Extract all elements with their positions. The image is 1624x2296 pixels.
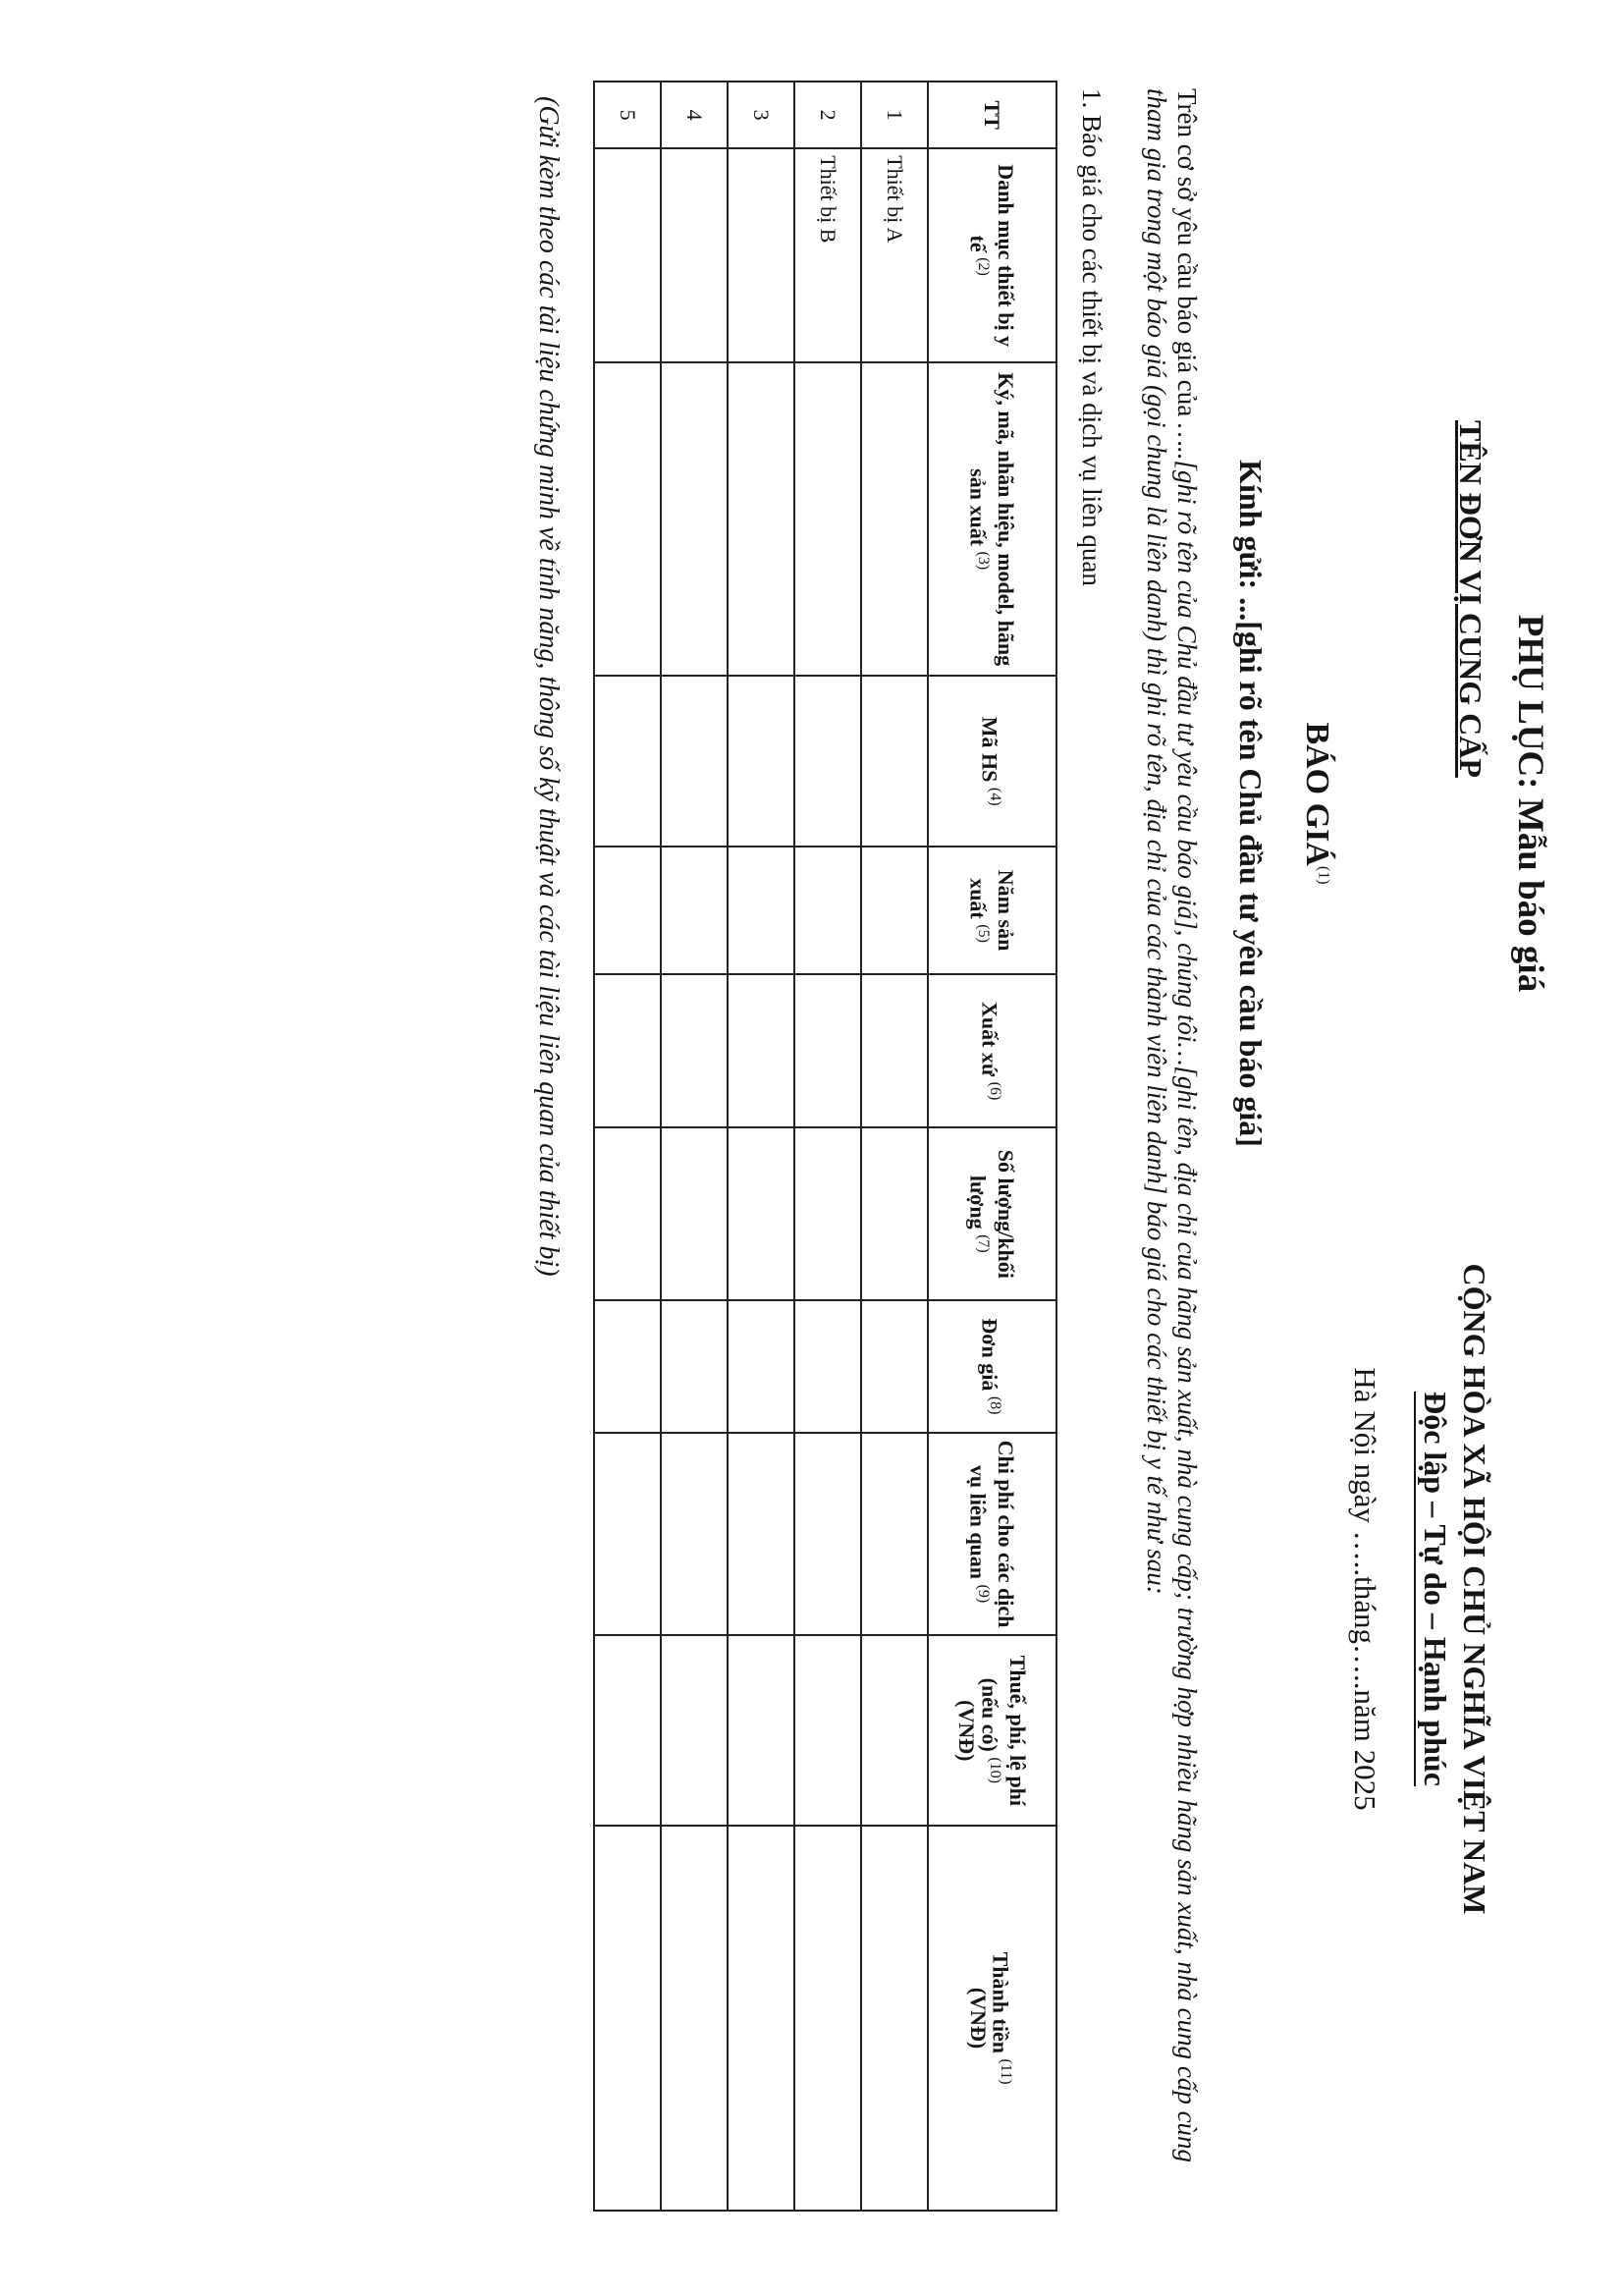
column-header-label: Danh mục thiết bị y tế: [965, 164, 1019, 348]
table-cell: [661, 1635, 728, 1826]
table-row: [661, 82, 728, 2211]
table-cell: [594, 974, 661, 1127]
table-cell: [861, 974, 928, 1127]
table-cell: [794, 1635, 861, 1826]
table-cell: [661, 847, 728, 974]
column-header: [928, 82, 1056, 148]
column-header: [928, 847, 1056, 974]
row-number-cell: 5: [594, 82, 661, 148]
column-header-note: (11): [998, 2058, 1015, 2085]
column-header-note: (4): [986, 787, 1003, 806]
intro-paragraph: [1141, 88, 1202, 2219]
column-header-note: (5): [975, 924, 993, 943]
column-header-label: Thành tiền: [988, 1951, 1013, 2053]
document-title-text: BÁO GIÁ: [1299, 722, 1335, 866]
supplier-name: TÊN ĐƠN VỊ CUNG CẤP: [1453, 420, 1489, 778]
document-title: [1298, 67, 1335, 1540]
addressee-line: Kính gửi: ...[ghi rõ tên Chủ đầu tư yêu cầu báo giá]: [1233, 460, 1269, 1147]
column-header: [928, 1635, 1056, 1826]
motto-text: Độc lập – Tự do – Hạnh phúc: [1414, 1392, 1453, 1786]
table-cell: [661, 676, 728, 847]
national-title: CỘNG HÒA XÃ HỘI CHỦ NGHĨA VIỆT NAM: [1457, 1263, 1492, 1915]
column-header-note: (7): [975, 1234, 993, 1253]
row-number-cell: 1: [861, 82, 928, 148]
intro-lead: Trên cơ sở yêu cầu báo giá của: [1172, 88, 1202, 417]
table-row: [728, 82, 794, 2211]
table-cell: [661, 1433, 728, 1636]
column-header-note: (6): [986, 1081, 1003, 1101]
column-header: [928, 974, 1056, 1127]
intro-italic: …..[ghi rõ tên của Chủ đầu tư yêu cầu báo giá], chúng tôi…[ghi tên, địa chỉ của hãng sản xuất, nhà cung cấp; trường hợp nhiều hãng sản xuất, nhà cung cấp cùng tham gia trong một báo giá (gọi chung là liên danh) thì ghi rõ tên, địa chỉ của các thành viên liên danh] báo giá cho các thiết bị y tế như sau:: [1142, 88, 1202, 2163]
table-cell: [794, 676, 861, 847]
table-cell: [661, 1300, 728, 1432]
table-cell: [594, 1300, 661, 1432]
column-header-label: Số lượng/khối lượng: [965, 1149, 1019, 1279]
item-name-cell: Thiết bị B: [794, 148, 861, 362]
table-cell: [594, 1127, 661, 1300]
column-header: [928, 362, 1056, 676]
footnote: (Gửi kèm theo các tài liệu chứng minh về tính năng, thông số kỹ thuật và các tài liệu liên quan của thiết bị): [533, 96, 564, 1277]
column-header-label: Mã HS: [977, 716, 1002, 783]
table-cell: [728, 1300, 794, 1432]
table-cell: [861, 362, 928, 676]
column-header: [928, 148, 1056, 362]
table-cell: [861, 1635, 928, 1826]
table-cell: [661, 1127, 728, 1300]
national-motto: [1417, 1147, 1453, 2031]
appendix-title: PHỤ LỤC: Mẫu báo giá: [1510, 614, 1550, 993]
column-header-note: (9): [975, 1584, 993, 1604]
item-name-cell: [661, 148, 728, 362]
table-cell: [861, 1300, 928, 1432]
table-cell: [661, 1826, 728, 2211]
column-header-note: (8): [986, 1395, 1003, 1415]
column-header-unit: (VNĐ): [965, 1987, 991, 2050]
table-cell: [861, 676, 928, 847]
item-name-cell: Thiết bị A: [861, 148, 928, 362]
row-number-cell: 2: [794, 82, 861, 148]
table-cell: [728, 974, 794, 1127]
table-cell: [861, 1826, 928, 2211]
table-cell: [728, 676, 794, 847]
table-cell: [794, 362, 861, 676]
table-row: [794, 82, 861, 2211]
section-heading: 1. Báo giá cho các thiết bị và dịch vụ liên quan: [1077, 88, 1107, 586]
table-cell: [794, 974, 861, 1127]
table-cell: [594, 1635, 661, 1826]
table-cell: [728, 1826, 794, 2211]
row-number-cell: 4: [661, 82, 728, 148]
table-cell: [861, 847, 928, 974]
table-cell: [794, 1826, 861, 2211]
table-cell: [594, 1826, 661, 2211]
column-header-label: Thuế, phí, lệ phí (nếu có): [977, 1655, 1030, 1807]
table-cell: [594, 847, 661, 974]
table-cell: [794, 1433, 861, 1636]
column-header-note: (10): [986, 1757, 1003, 1783]
table-cell: [728, 1127, 794, 1300]
column-header: [928, 1826, 1056, 2211]
table-cell: [661, 362, 728, 676]
table-cell: [728, 1635, 794, 1826]
table-cell: [594, 676, 661, 847]
column-header: [928, 1300, 1056, 1432]
table-body: [594, 82, 928, 2211]
column-header-note: (3): [975, 551, 993, 571]
quote-table: [593, 81, 1057, 2212]
row-number-cell: 3: [728, 82, 794, 148]
item-name-cell: [728, 148, 794, 362]
column-header: [928, 1127, 1056, 1300]
table-cell: [594, 1433, 661, 1636]
table-cell: [594, 362, 661, 676]
column-header-unit: (VNĐ): [954, 1700, 980, 1762]
column-header-label: Xuất xứ: [977, 1001, 1002, 1077]
table-cell: [728, 1433, 794, 1636]
table-cell: [728, 362, 794, 676]
table-cell: [861, 1127, 928, 1300]
item-name-cell: [594, 148, 661, 362]
rotated-document-page: [79, 67, 1551, 2247]
table-header-row: [928, 82, 1056, 2211]
document-title-note: (1): [1315, 865, 1332, 885]
column-header: [928, 1433, 1056, 1636]
table-row: [594, 82, 661, 2211]
date-line: Hà Nội ngày …..tháng…..năm 2025: [1348, 1367, 1382, 1811]
table-cell: [794, 847, 861, 974]
column-header-label: Năm sản xuất: [965, 869, 1019, 952]
column-header: [928, 676, 1056, 847]
table-cell: [794, 1127, 861, 1300]
table-row: [861, 82, 928, 2211]
table-cell: [728, 847, 794, 974]
column-header-label: Chi phí cho các dịch vụ liên quan: [965, 1440, 1019, 1628]
table-cell: [794, 1300, 861, 1432]
table-cell: [661, 974, 728, 1127]
column-header-label: Ký, mã, nhãn hiệu, model, hãng sản xuất: [965, 372, 1019, 667]
table-cell: [861, 1433, 928, 1636]
column-header-label: Đơn giá: [977, 1318, 1002, 1392]
column-header-label: TT: [980, 100, 1004, 130]
column-header-note: (2): [975, 257, 993, 276]
